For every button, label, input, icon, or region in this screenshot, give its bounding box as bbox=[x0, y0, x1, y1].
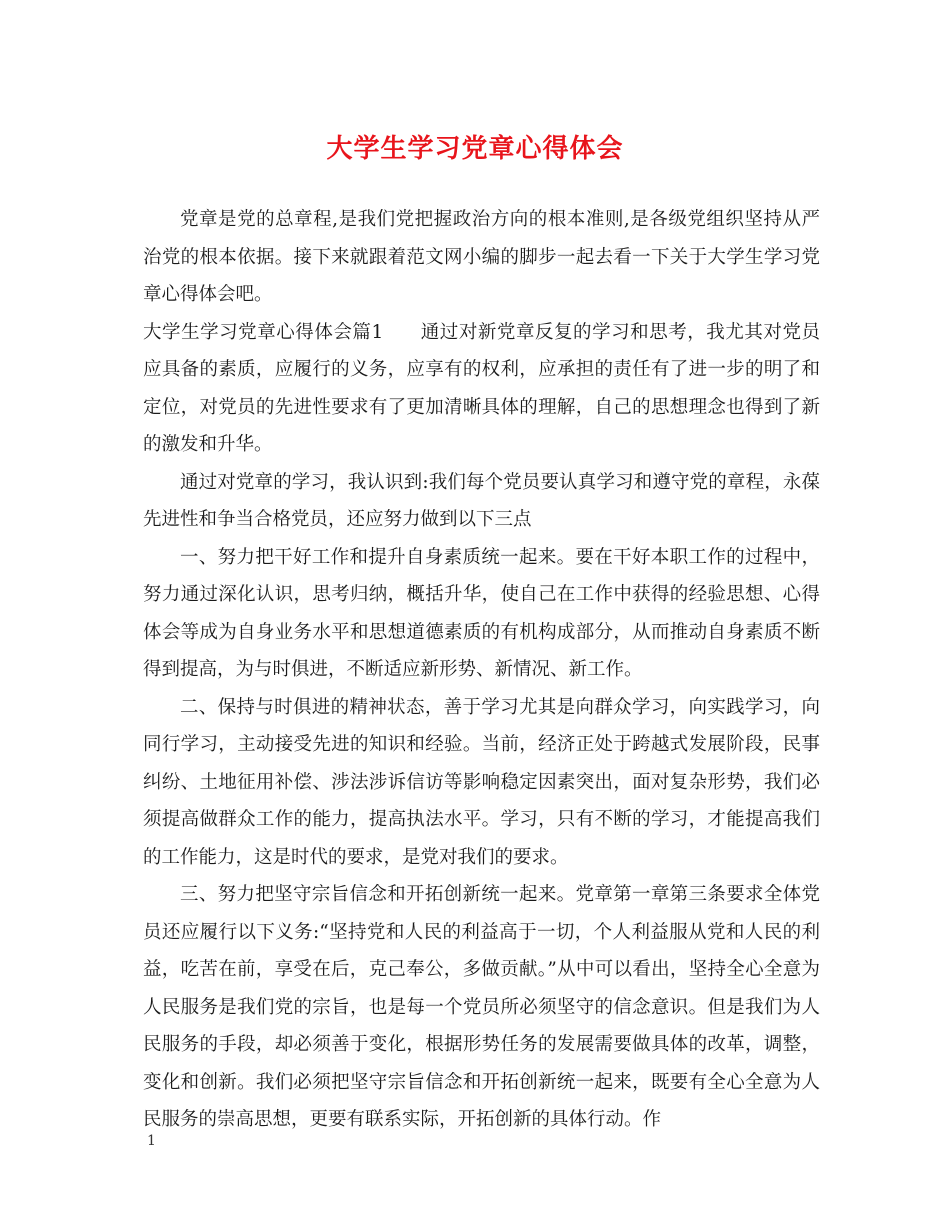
body-paragraph-3: 二、保持与时俱进的精神状态，善于学习尤其是向群众学习，向实践学习，向同行学习，主动接受先进的知识和经验。当前，经济正处于跨越式发展阶段，民事纠纷、土地征用补偿、涉法涉诉信访等影响稳定因素突出，面对复杂形势，我们必须提高做群众工作的能力，提高执法水平。学习，只有不断的学习，才能提高我们的工作能力，这是时代的要求，是党对我们的要求。 bbox=[143, 696, 820, 868]
document-body bbox=[143, 201, 820, 1139]
intro-paragraph: 党章是党的总章程,是我们党把握政治方向的根本准则,是各级党组织坚持从严治党的根本依据。接下来就跟着范文网小编的脚步一起去看一下关于大学生学习党章心得体会吧。 bbox=[143, 209, 820, 305]
section-heading: 大学生学习党章心得体会篇1 bbox=[143, 321, 384, 343]
body-paragraph-4: 三、努力把坚守宗旨信念和开拓创新统一起来。党章第一章第三条要求全体党员还应履行以下义务:“坚持党和人民的利益高于一切，个人利益服从党和人民的利益，吃苦在前，享受在后，克己奉公，多做贡献。”从中可以看出，坚持全心全意为人民服务是我们党的宗旨，也是每一个党员所必须坚守的信念意识。但是我们为人民服务的手段，却必须善于变化，根据形势任务的发展需要做具体的改革，调整，变化和创新。我们必须把坚守宗旨信念和开拓创新统一起来，既要有全心全意为人民服务的崇高思想，更要有联系实际，开拓创新的具体行动。作 bbox=[143, 884, 820, 1130]
body-paragraph-2: 一、努力把干好工作和提升自身素质统一起来。要在干好本职工作的过程中，努力通过深化认识，思考归纳，概括升华，使自己在工作中获得的经验思想、心得体会等成为自身业务水平和思想道德素质的有机构成部分，从而推动自身素质不断得到提高，为与时俱进，不断适应新形势、新情况、新工作。 bbox=[143, 546, 820, 680]
document-title: 大学生学习党章心得体会 bbox=[326, 134, 624, 164]
page-number: 1 bbox=[147, 1133, 156, 1149]
section-first-text: 通过对新党章反复的学习和思考，我尤其对党员应具备的素质，应履行的义务，应享有的权利，应承担的责任有了进一步的明了和定位，对党员的先进性要求有了更加清晰具体的理解，自己的思想理念也得到了新的激发和升华。 bbox=[143, 321, 820, 455]
body-paragraph-1: 通过对党章的学习，我认识到:我们每个党员要认真学习和遵守党的章程，永葆先进性和争当合格党员，还应努力做到以下三点 bbox=[143, 471, 820, 530]
section-paragraph bbox=[143, 314, 820, 464]
